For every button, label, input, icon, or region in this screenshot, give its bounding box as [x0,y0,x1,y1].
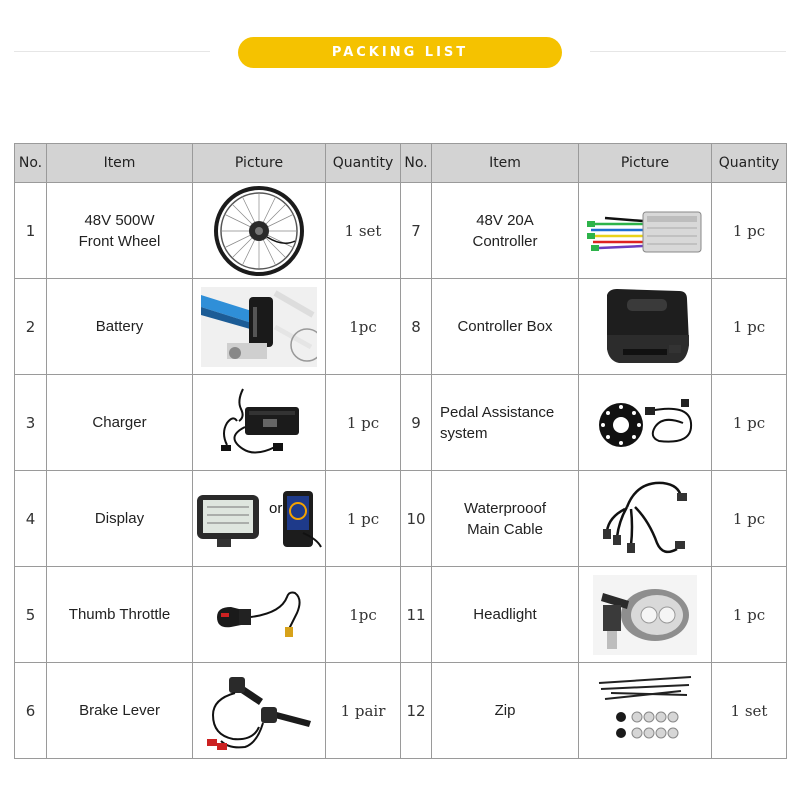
pedal-sensor-icon [593,393,697,453]
item-picture [193,279,326,375]
charger-icon [215,387,303,459]
item-picture [193,183,326,279]
item-name-line1: Charger [92,414,147,431]
brake-lever-icon [199,669,319,753]
item-quantity: 1 pc [326,375,401,471]
header-quantity: Quantity [712,144,787,183]
item-number: 10 [401,471,432,567]
item-picture [193,375,326,471]
item-quantity: 1 pc [712,471,787,567]
table-row [15,567,787,663]
item-number: 6 [15,663,47,759]
header-item: Item [47,144,193,183]
item-name [432,663,579,759]
page-title: PACKING LIST [238,37,562,68]
item-quantity: 1 pc [326,471,401,567]
zip-ties-icon [591,671,699,751]
item-number: 9 [401,375,432,471]
item-number: 12 [401,663,432,759]
item-number: 7 [401,183,432,279]
item-name [432,567,579,663]
item-quantity: 1 pc [712,279,787,375]
item-name-line1: Battery [95,318,144,335]
item-name [432,279,579,375]
item-picture [579,663,712,759]
item-name-line2: system [440,424,488,442]
item-quantity: 1 pc [712,183,787,279]
item-number: 1 [15,183,47,279]
item-name-line2: Main Cable [467,520,543,538]
item-name-line1: 48V 20A [476,211,534,229]
packing-list-table [14,143,787,759]
item-name [47,375,193,471]
item-quantity: 1 pair [326,663,401,759]
item-name [432,471,579,567]
item-picture [193,471,326,567]
item-name [47,567,193,663]
table-row [15,279,787,375]
header-row [15,144,787,183]
headlight-icon [593,575,697,655]
item-name-line1: Pedal Assistance [440,403,555,421]
header-quantity: Quantity [326,144,401,183]
main-cable-icon [597,477,693,561]
item-number: 8 [401,279,432,375]
item-picture [193,663,326,759]
item-name [47,279,193,375]
item-name-line1: Zip [494,702,516,719]
item-name [47,471,193,567]
battery-icon [201,287,317,367]
item-number: 3 [15,375,47,471]
item-name-line1: Controller Box [457,318,553,335]
item-number: 5 [15,567,47,663]
header-item: Item [432,144,579,183]
item-picture [579,567,712,663]
item-name-line2: Front Wheel [78,232,161,250]
item-picture [579,375,712,471]
item-picture [193,567,326,663]
item-name-line2: Controller [472,232,538,250]
table-row [15,375,787,471]
item-quantity: 1 pc [712,375,787,471]
controller-icon [585,196,705,266]
item-number: 11 [401,567,432,663]
item-quantity: 1 set [712,663,787,759]
table-row [15,183,787,279]
header-picture: Picture [193,144,326,183]
table-row [15,663,787,759]
divider-right [590,51,786,52]
table-row [15,471,787,567]
item-name-line1: Display [94,510,145,527]
item-name-line1: Brake Lever [79,702,160,719]
display-icon [195,485,323,553]
item-quantity: 1 pc [712,567,787,663]
item-picture [579,471,712,567]
item-number: 2 [15,279,47,375]
header-no: No. [15,144,47,183]
front-wheel-icon [213,185,305,277]
item-name [47,663,193,759]
item-quantity: 1 set [326,183,401,279]
display-or-text: or [269,499,283,517]
thumb-throttle-icon [209,585,309,645]
item-name-line1: Waterprooof [464,499,546,517]
item-quantity: 1pc [326,567,401,663]
controller-box-icon [593,285,697,369]
item-name-line1: Thumb Throttle [68,606,171,623]
item-quantity: 1pc [326,279,401,375]
item-name-line1: Headlight [473,606,537,623]
item-name [432,183,579,279]
item-name-line1: 48V 500W [84,211,155,229]
item-name [47,183,193,279]
item-picture [579,183,712,279]
item-number: 4 [15,471,47,567]
item-picture [579,279,712,375]
divider-left [14,51,210,52]
item-name [432,375,579,471]
header-picture: Picture [579,144,712,183]
header-no: No. [401,144,432,183]
